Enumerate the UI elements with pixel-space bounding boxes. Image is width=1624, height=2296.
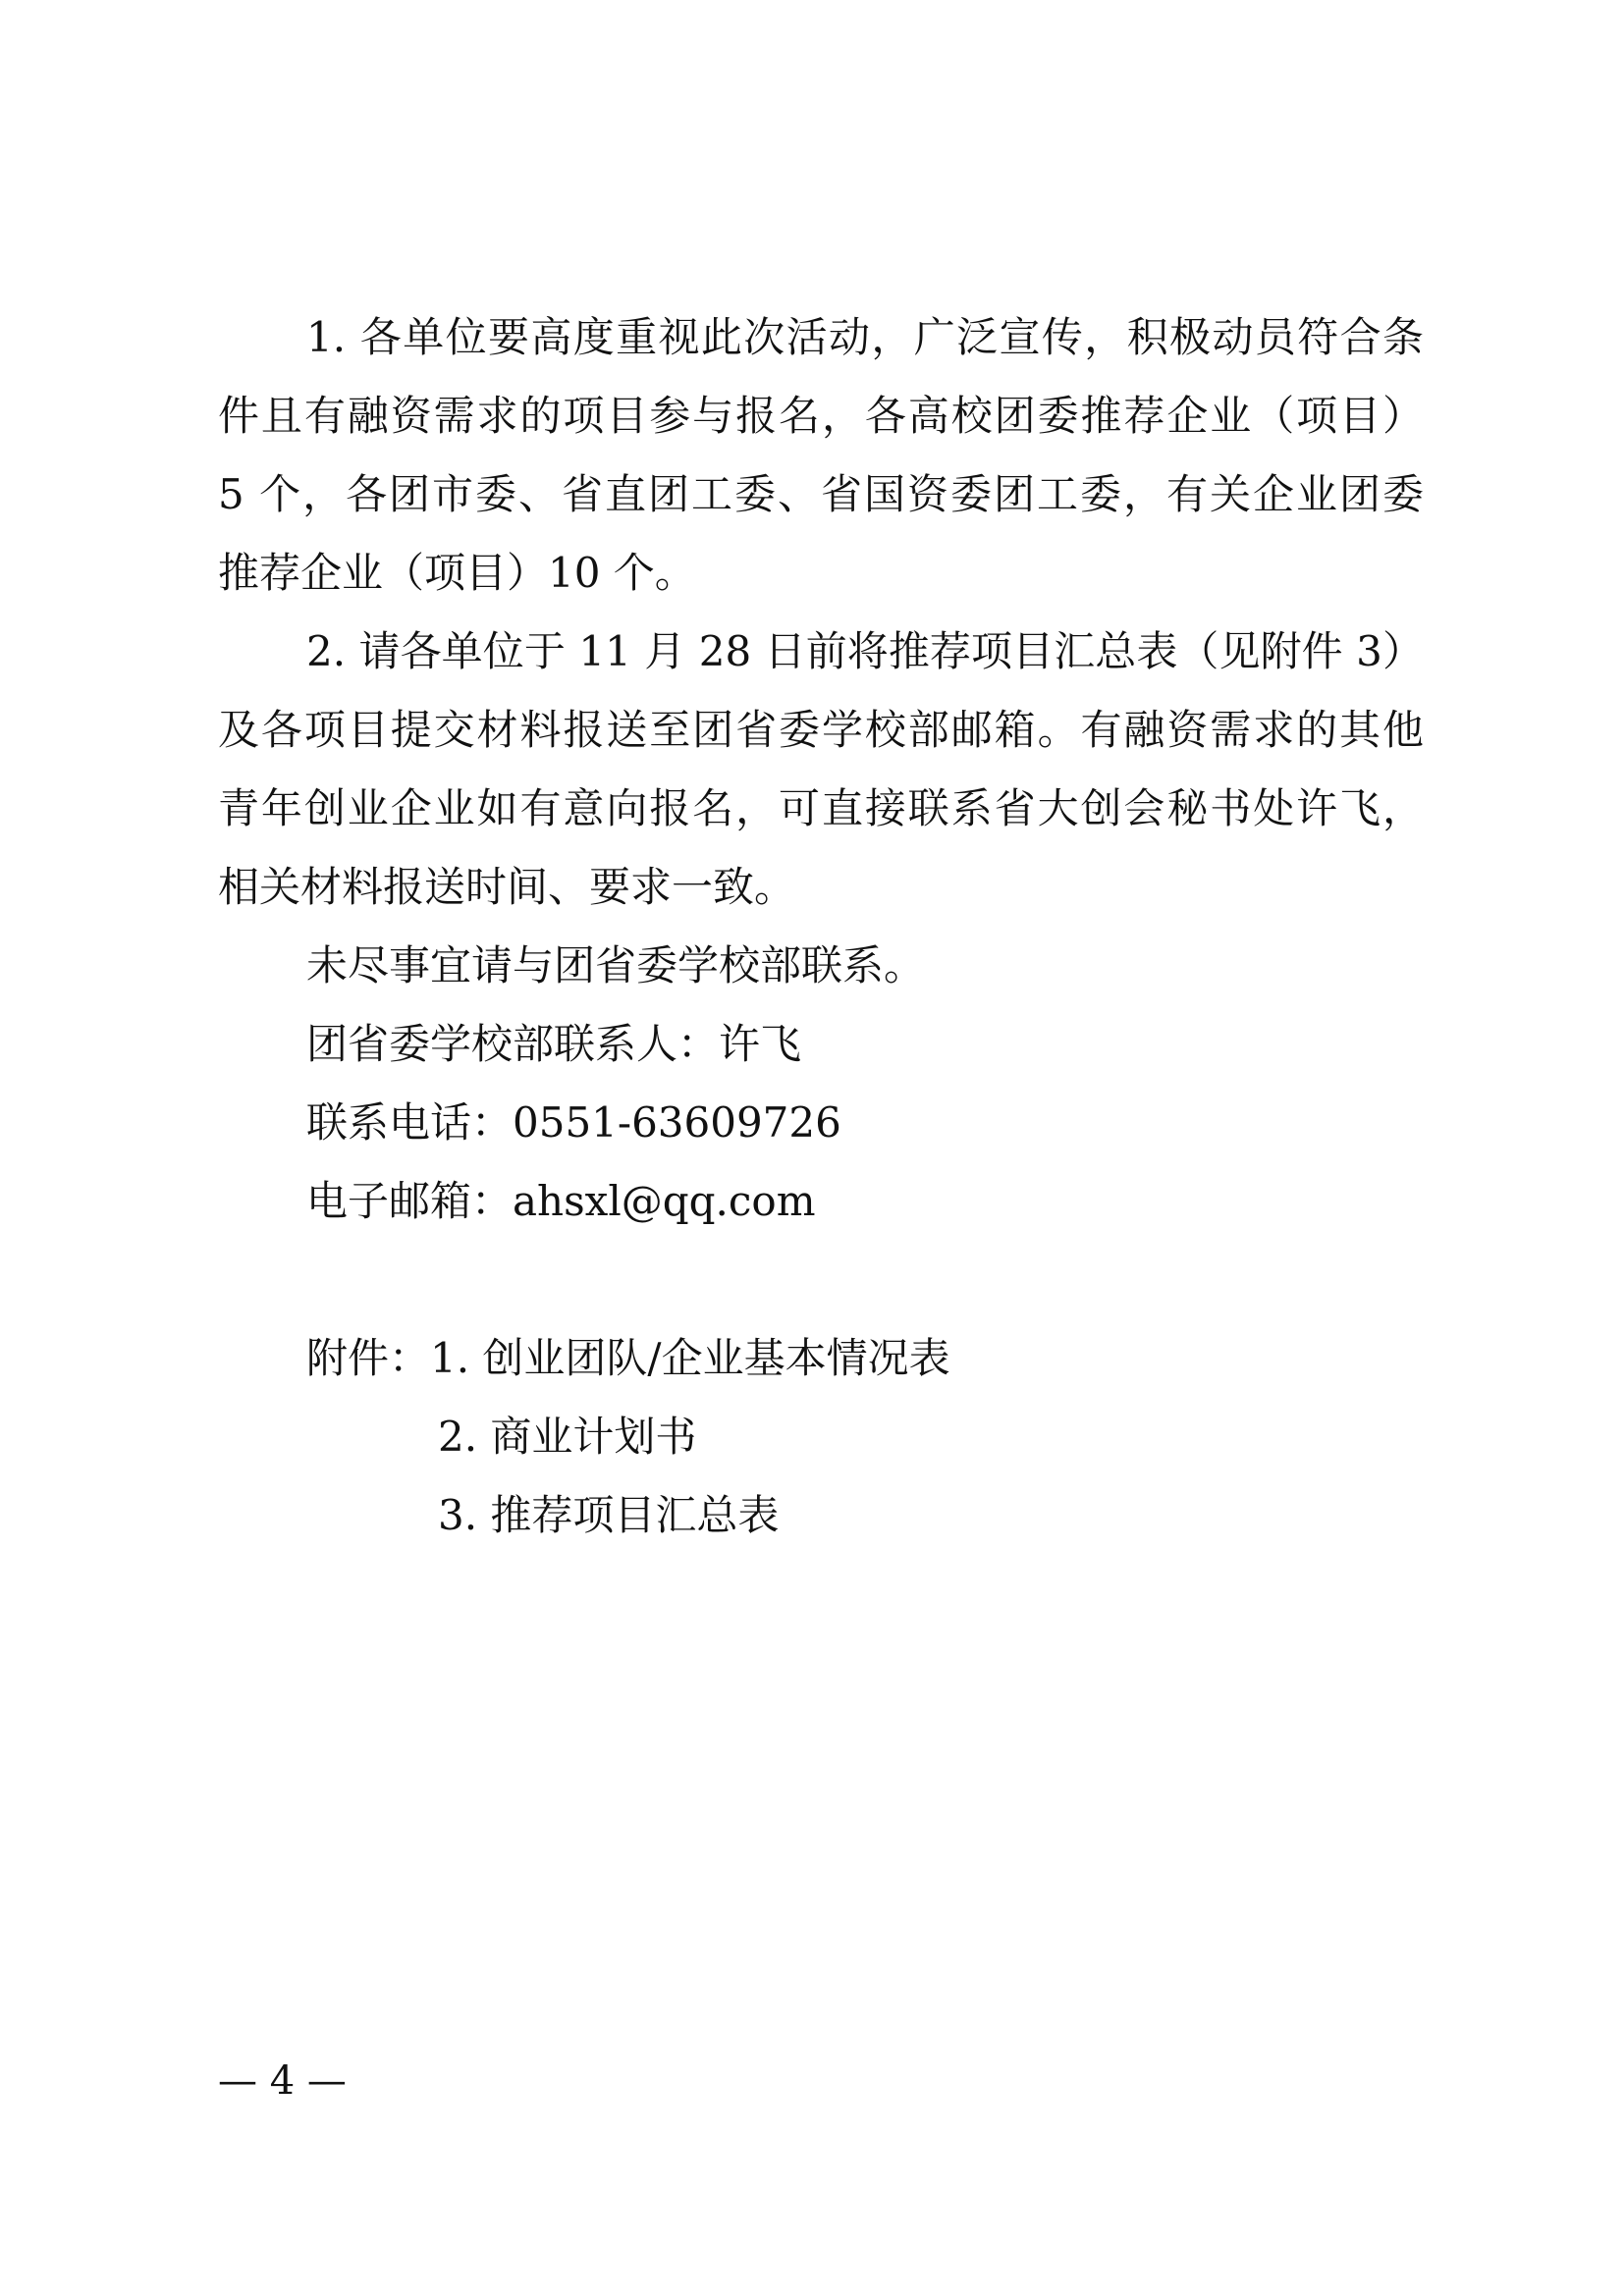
paragraph-1-line-4: 推荐企业（项目）10 个。 (218, 549, 696, 597)
paragraph-2-line-1: 2. 请各单位于 11 月 28 日前将推荐项目汇总表（见附件 3） (306, 627, 1424, 675)
attachment-item-2: 2. 商业计划书 (438, 1413, 697, 1461)
paragraph-2-line-3: 青年创业企业如有意向报名，可直接联系省大创会秘书处许飞， (218, 784, 1424, 832)
attachment-item-3: 3. 推荐项目汇总表 (438, 1491, 780, 1539)
contact-email: 电子邮箱：ahsxl@qq.com (306, 1177, 816, 1225)
page-number: — 4 — (218, 2058, 347, 2104)
paragraph-1-line-3: 5 个，各团市委、省直团工委、省国资委团工委，有关企业团委 (218, 470, 1424, 518)
paragraph-1-line-2: 件且有融资需求的项目参与报名，各高校团委推荐企业（项目） (218, 392, 1424, 440)
notice-text: 未尽事宜请与团省委学校部联系。 (306, 941, 926, 989)
paragraph-2-line-2: 及各项目提交材料报送至团省委学校部邮箱。有融资需求的其他 (218, 706, 1424, 754)
paragraph-2-line-4: 相关材料报送时间、要求一致。 (218, 863, 796, 911)
paragraph-1-line-1: 1. 各单位要高度重视此次活动，广泛宣传，积极动员符合条 (306, 313, 1424, 361)
contact-phone: 联系电话：0551-63609726 (306, 1098, 841, 1147)
attachment-item-1: 附件：1. 创业团队/企业基本情况表 (306, 1334, 950, 1382)
contact-person: 团省委学校部联系人：许飞 (306, 1020, 802, 1068)
